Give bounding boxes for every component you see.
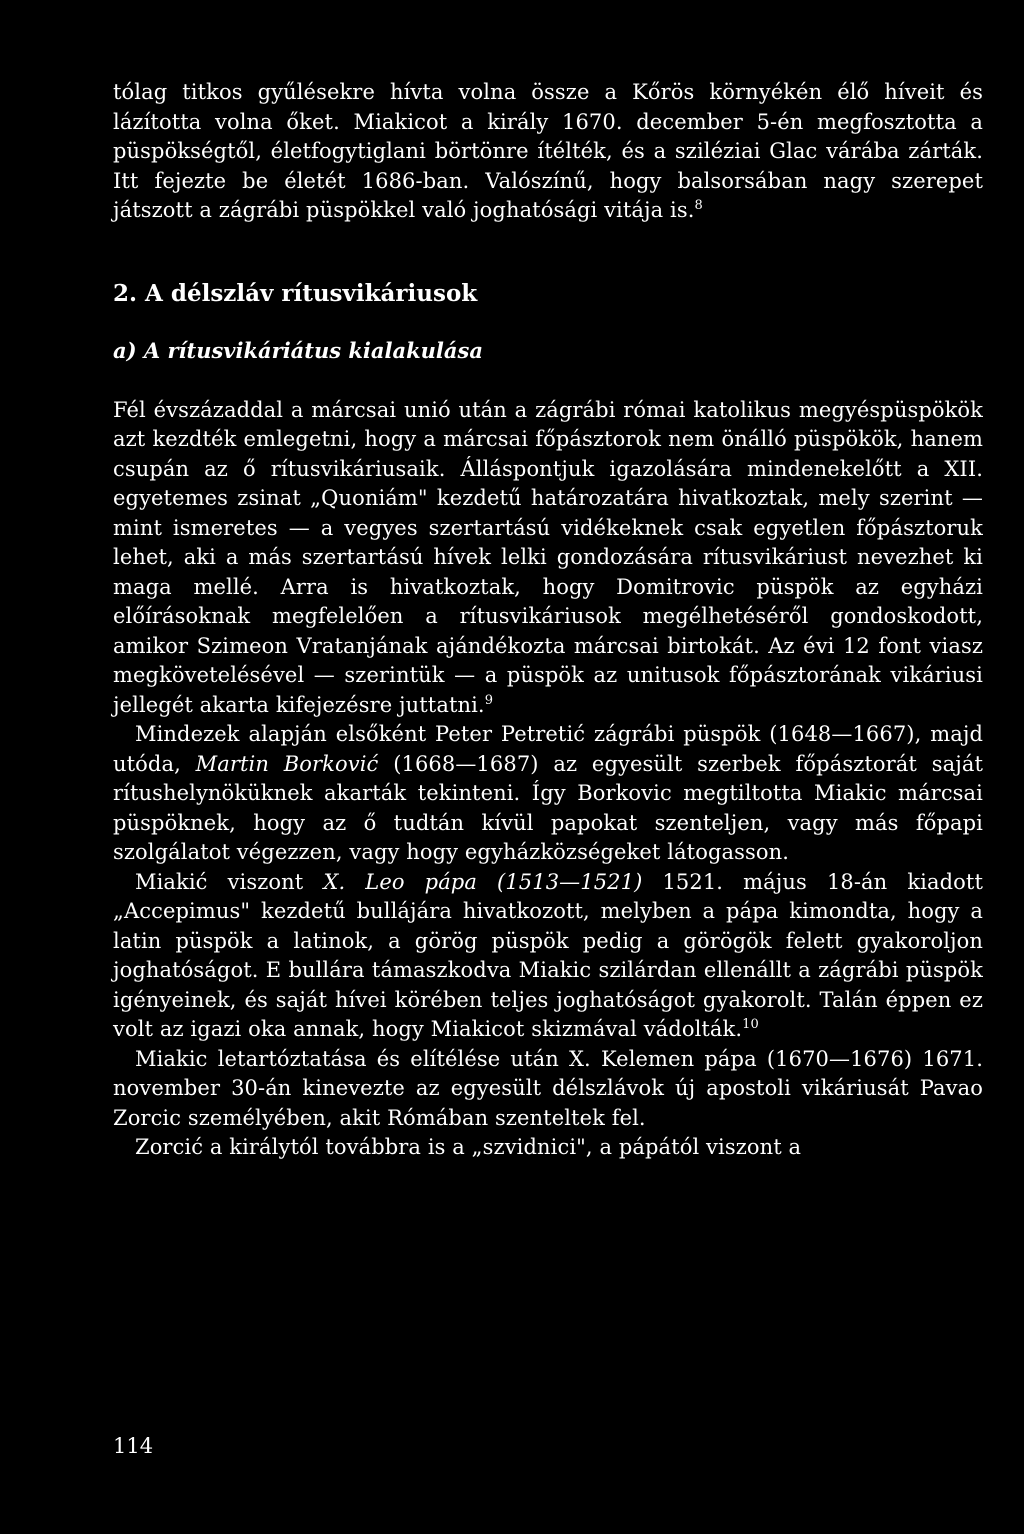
footnote-marker[interactable]: 9 xyxy=(484,692,494,708)
footnote-marker[interactable]: 8 xyxy=(694,198,703,213)
paragraph-2-text-before: Mindezek alapján elsőként Peter Petretić zágrábi püspök (1648—1667), majd utóda, xyxy=(113,722,983,776)
section-body xyxy=(113,396,983,1163)
paragraph-1 xyxy=(113,396,983,721)
subsection-title: a) A rítusvikáriátus kialakulása xyxy=(113,337,483,363)
paragraph-3-italic-name: X. Leo pápa (1513—1521) xyxy=(323,869,643,894)
page-body xyxy=(113,78,983,1163)
paragraph-2-italic-name: Martin Borković xyxy=(195,751,379,776)
intro-paragraph xyxy=(113,78,983,226)
page-number: 114 xyxy=(113,1434,154,1458)
paragraph-5 xyxy=(113,1133,983,1163)
paragraph-4 xyxy=(113,1045,983,1134)
paragraph-1-text: Fél évszázaddal a márcsai unió után a zágrábi római katolikus megyéspüspökök azt kezdték emlegetni, hogy a márcsai főpásztorok nem önálló püspökök, hanem csupán az ő rítusvikáriusaik. Álláspontjuk igazolására mindenekelőtt a XII. egyetemes zsinat „Quoniám" kezdetű határozatára hivatkoztak, mely szerint — mint ismeretes — a vegyes szertartású vidékeknek csak egyetlen főpásztoruk lehet, aki a más szertartású hívek lelki gondozására rítusvikáriust nevezhet ki maga mellé. Arra is hivatkoztak, hogy Domitrovic püspök az egyházi előírásoknak megfelelően a rítusvikáriusok megélhetéséről gondoskodott, amikor Szimeon Vratanjának ajándékozta márcsai birtokát. Az évi 12 font viasz megkövetelésével — szerintük — a püspök az unitusok főpásztorának vikáriusi jellegét akarta kifejezésre juttatni. xyxy=(113,397,983,717)
intro-text: tólag titkos gyűlésekre hívta volna össze a Kőrös környékén élő híveit és lázította volna őket. Miakicot a király 1670. december 5-én megfosztotta a püspökségtől, életfogytiglani börtönre ítélték, és a sziléziai Glac várába zárták. Itt fejezte be életét 1686-ban. Valószínű, hogy balsorsában nagy szerepet játszott a zágrábi püspökkel való joghatósági vitája is. xyxy=(113,80,983,222)
paragraph-2 xyxy=(113,720,983,868)
paragraph-4-text: Miakic letartóztatása és elítélése után X. Kelemen pápa (1670—1676) 1671. november 30-án kinevezte az egyesült délszlávok új apostoli vikáriusát Pavao Zorcic személyében, akit Rómában szenteltek fel. xyxy=(113,1046,983,1130)
section-title: 2. A délszláv rítusvikáriusok xyxy=(113,279,478,307)
paragraph-2-text-after: (1668—1687) az egyesült szerbek főpásztorát saját rítushelynöküknek akarták tekinteni. Így Borkovic megtiltotta Miakic márcsai püspöknek, hogy az ő tudtán kívül papokat szenteljen, vagy más főpapi szolgálatot végezzen, vagy hogy egyházközségeket látogasson. xyxy=(113,751,983,864)
paragraph-3 xyxy=(113,868,983,1045)
paragraph-3-text-before: Miakić viszont xyxy=(135,869,324,894)
footnote-marker[interactable]: 10 xyxy=(742,1017,759,1032)
paragraph-3-text-after: 1521. május 18-án kiadott „Accepimus" kezdetű bullájára hivatkozott, melyben a pápa kimondta, hogy a latin püspök a latinok, a görög püspök pedig a görögök felett gyakoroljon joghatóságot. E bullára támaszkodva Miakic szilárdan ellenállt a zágrábi püspök igényeinek, és saját hívei körében teljes joghatóságot gyakorolt. Talán éppen ez volt az igazi oka annak, hogy Miakicot skizmával vádolták. xyxy=(113,869,983,1041)
paragraph-5-text: Zorcić a királytól továbbra is a „szvidnici", a pápától viszont a xyxy=(135,1135,802,1159)
